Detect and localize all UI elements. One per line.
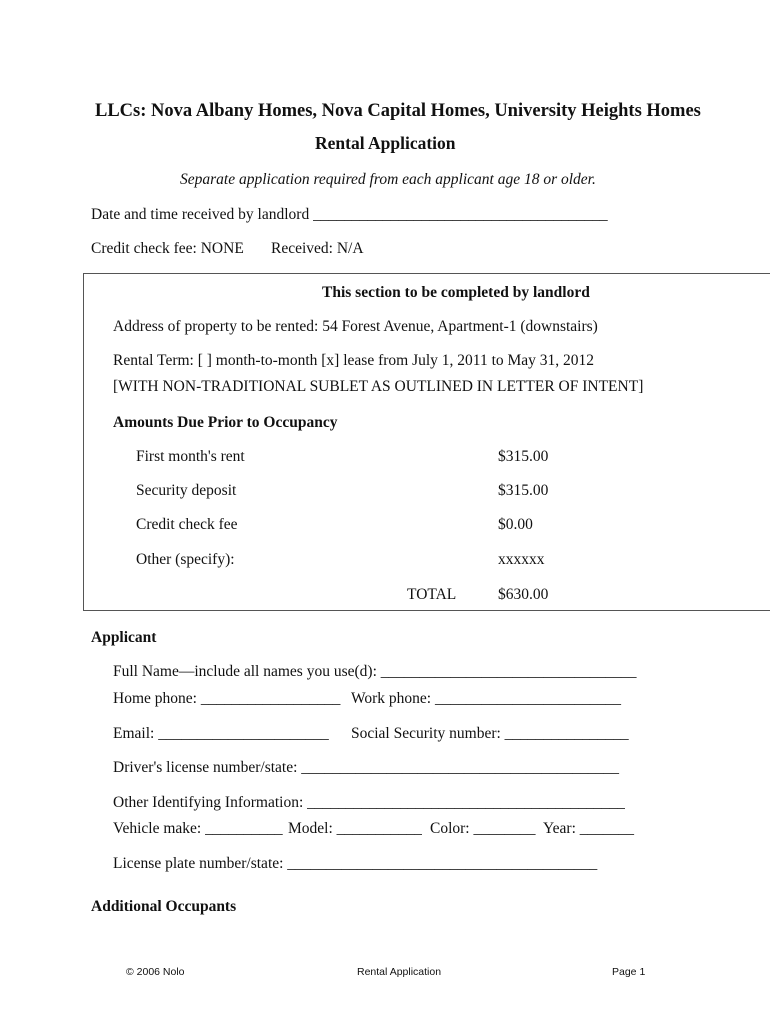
llcs-heading: LLCs: Nova Albany Homes, Nova Capital Homes, University Heights Homes <box>95 101 701 121</box>
amount-value: $315.00 <box>498 482 549 499</box>
page-title: Rental Application <box>315 133 456 153</box>
total-value: $630.00 <box>498 586 549 603</box>
home-phone-field[interactable]: Home phone: __________________ <box>113 690 341 707</box>
vehicle-make-field[interactable]: Vehicle make: __________ <box>113 820 283 837</box>
drivers-license-field[interactable]: Driver's license number/state: _________________________________________ <box>113 759 620 776</box>
additional-occupants-heading: Additional Occupants <box>91 898 237 915</box>
full-name-field[interactable]: Full Name—include all names you use(d): _________________________________ <box>113 663 637 680</box>
credit-check-fee: Credit check fee: NONE <box>91 240 244 257</box>
ssn-field[interactable]: Social Security number: ________________ <box>351 725 629 742</box>
vehicle-year-field[interactable]: Year: _______ <box>543 820 634 837</box>
received-status: Received: N/A <box>271 240 364 257</box>
work-phone-field[interactable]: Work phone: ________________________ <box>351 690 621 707</box>
sublet-note: [WITH NON-TRADITIONAL SUBLET AS OUTLINED IN LETTER OF INTENT] <box>113 378 644 395</box>
amount-value: xxxxxx <box>498 551 545 568</box>
property-address: Address of property to be rented: 54 Forest Avenue, Apartment-1 (downstairs) <box>113 318 598 335</box>
amount-value: $0.00 <box>498 516 533 533</box>
footer-copyright: © 2006 Nolo <box>126 966 185 978</box>
vehicle-color-field[interactable]: Color: ________ <box>430 820 536 837</box>
rental-term: Rental Term: [ ] month-to-month [x] lease from July 1, 2011 to May 31, 2012 <box>113 352 595 369</box>
date-received-field[interactable]: Date and time received by landlord ______________________________________ <box>91 206 608 223</box>
amount-label: Security deposit <box>136 482 237 499</box>
applicant-heading: Applicant <box>91 629 157 646</box>
amount-label: First month's rent <box>136 448 245 465</box>
amount-label: Credit check fee <box>136 516 238 533</box>
footer-page-number: Page 1 <box>612 966 646 978</box>
amounts-heading: Amounts Due Prior to Occupancy <box>113 414 338 431</box>
amount-label: Other (specify): <box>136 551 235 568</box>
landlord-section-heading: This section to be completed by landlord <box>322 284 590 301</box>
application-note: Separate application required from each applicant age 18 or older. <box>180 171 596 188</box>
email-field[interactable]: Email: ______________________ <box>113 725 329 742</box>
footer-doc-title: Rental Application <box>357 966 442 978</box>
other-id-field[interactable]: Other Identifying Information: _________________________________________ <box>113 794 625 811</box>
total-label: TOTAL <box>407 586 457 603</box>
vehicle-model-field[interactable]: Model: ___________ <box>288 820 422 837</box>
amount-value: $315.00 <box>498 448 549 465</box>
license-plate-field[interactable]: License plate number/state: ________________________________________ <box>113 855 598 872</box>
